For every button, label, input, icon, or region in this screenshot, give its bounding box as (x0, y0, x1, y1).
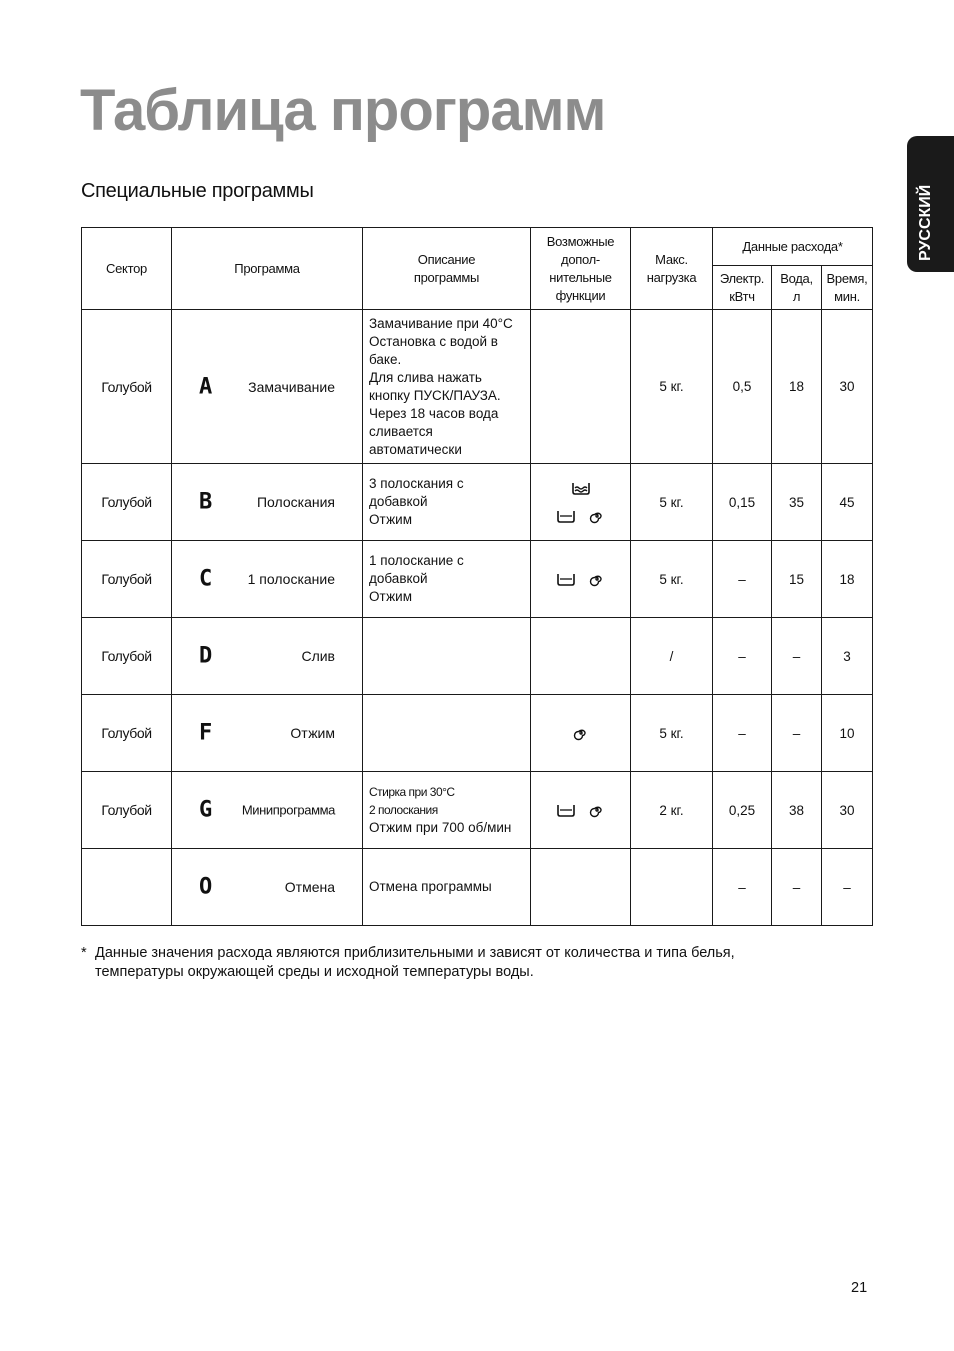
sector-cell: Голубой (82, 618, 172, 695)
time-cell: 3 (822, 618, 873, 695)
section-title: Специальные программы (81, 180, 314, 202)
sector-cell: Голубой (82, 310, 172, 464)
description-line: Через 18 часов вода (369, 405, 499, 421)
program-letter: D (199, 643, 213, 669)
electricity-cell: 0,15 (713, 464, 772, 541)
description-line: сливается (369, 423, 433, 439)
water-cell: 18 (772, 310, 822, 464)
header-functions-line: нительные (549, 269, 612, 285)
load-cell: 5 кг. (631, 541, 713, 618)
functions-cell (531, 849, 631, 926)
electricity-cell: – (713, 541, 772, 618)
water-cell: – (772, 849, 822, 926)
functions-cell (531, 464, 631, 541)
water-cell: 35 (772, 464, 822, 541)
table-row (82, 695, 873, 772)
sector-cell: Голубой (82, 464, 172, 541)
spin-icon (589, 571, 605, 587)
description-line: Замачивание при 40°С (369, 315, 513, 331)
load-cell: 2 кг. (631, 772, 713, 849)
functions-cell (531, 772, 631, 849)
functions-cell (531, 695, 631, 772)
time-cell: 18 (822, 541, 873, 618)
program-cell (172, 618, 363, 695)
electricity-cell: – (713, 695, 772, 772)
header-description-line: программы (413, 269, 480, 285)
description-cell (363, 618, 531, 695)
description-line: Отмена программы (369, 879, 492, 894)
header-water-line: Вода, (780, 270, 813, 286)
functions-cell (531, 618, 631, 695)
footnote-line (81, 944, 841, 963)
water-cell: – (772, 618, 822, 695)
time-cell: 30 (822, 772, 873, 849)
header-time (822, 266, 873, 310)
description-line: автоматически (369, 441, 462, 457)
extra-rinse-icon (571, 480, 591, 496)
functions-cell (531, 541, 631, 618)
sector-cell: Голубой (82, 695, 172, 772)
description-line: добавкой (369, 571, 428, 586)
header-water (772, 266, 822, 310)
language-tab-label: РУССКИЙ (917, 184, 934, 261)
load-cell: 5 кг. (631, 464, 713, 541)
program-name: Слив (301, 648, 335, 664)
header-description-line: Описание (417, 251, 476, 267)
program-cell (172, 310, 363, 464)
electricity-cell: 0,25 (713, 772, 772, 849)
program-cell (172, 849, 363, 926)
description-line: Отжим (369, 512, 412, 527)
spin-icon (589, 802, 605, 818)
sector-cell (82, 849, 172, 926)
header-program: Программа (172, 228, 363, 310)
table-row (82, 618, 873, 695)
footnote-text: Данные значения расхода являются приблизительными и зависят от количества и типа белья, (95, 945, 735, 961)
description-line: Отжим (369, 589, 412, 604)
time-cell: 10 (822, 695, 873, 772)
description-line: Остановка с водой в (369, 333, 498, 349)
page-number: 21 (851, 1280, 868, 1296)
header-functions (531, 228, 631, 310)
load-cell: / (631, 618, 713, 695)
description-cell (363, 772, 531, 849)
header-sector: Сектор (82, 228, 172, 310)
description-line: Для слива нажать (369, 369, 482, 385)
sector-cell: Голубой (82, 541, 172, 618)
description-line: Стирка при 30°С (369, 785, 455, 799)
footnote (81, 944, 841, 982)
program-letter: B (199, 489, 213, 515)
spin-icon (573, 725, 589, 741)
description-line: 2 полоскания (369, 803, 438, 817)
program-letter: A (199, 374, 213, 399)
header-description (363, 228, 531, 310)
language-tab (907, 136, 954, 272)
header-time-line: Время, (826, 270, 868, 286)
header-water-line: л (792, 288, 801, 304)
sector-cell: Голубой (82, 772, 172, 849)
table-row (82, 464, 873, 541)
program-cell (172, 772, 363, 849)
program-letter: C (199, 566, 213, 592)
water-cell: 15 (772, 541, 822, 618)
program-cell (172, 541, 363, 618)
water-cell: – (772, 695, 822, 772)
load-cell: 5 кг. (631, 695, 713, 772)
table-row (82, 849, 873, 926)
header-load-line: Макс. (655, 251, 688, 267)
load-cell (631, 849, 713, 926)
time-cell: – (822, 849, 873, 926)
electricity-cell: – (713, 618, 772, 695)
time-cell: 30 (822, 310, 873, 464)
header-functions-line: Возможные (546, 233, 615, 249)
functions-cell (531, 310, 631, 464)
spin-icon (589, 508, 605, 524)
footnote-line: температуры окружающей среды и исходной температуры воды. (95, 964, 534, 980)
description-line: добавкой (369, 494, 428, 509)
footnote-mark: * (81, 945, 87, 961)
header-time-line: мин. (834, 288, 860, 304)
description-line: 1 полоскание с (369, 553, 464, 568)
program-letter: F (199, 720, 213, 746)
rinse-hold-icon (556, 802, 576, 818)
page-title: Таблица программ (80, 78, 606, 143)
program-name: Отжим (290, 725, 335, 741)
time-cell: 45 (822, 464, 873, 541)
program-name: Минипрограмма (241, 802, 335, 818)
description-cell (363, 541, 531, 618)
header-max-load (631, 228, 713, 310)
description-cell (363, 310, 531, 464)
program-letter: O (199, 874, 213, 900)
description-line: 3 полоскания с (369, 476, 464, 491)
description-line: кнопку ПУСК/ПАУЗА. (369, 387, 501, 403)
program-name: Отмена (284, 879, 335, 895)
description-cell (363, 849, 531, 926)
rinse-hold-icon (556, 571, 576, 587)
description-line: баке. (369, 351, 402, 367)
electricity-cell: 0,5 (713, 310, 772, 464)
table-row (82, 772, 873, 849)
description-line: Отжим при 700 об/мин (369, 820, 512, 835)
program-cell (172, 464, 363, 541)
header-electricity-line: кВтч (729, 288, 755, 304)
load-cell: 5 кг. (631, 310, 713, 464)
program-table (81, 227, 873, 926)
program-letter: G (199, 797, 213, 823)
header-functions-line: функции (555, 287, 606, 303)
water-cell: 38 (772, 772, 822, 849)
program-name: 1 полоскание (247, 571, 335, 587)
description-cell (363, 464, 531, 541)
description-cell (363, 695, 531, 772)
header-electricity (713, 266, 772, 310)
header-consumption: Данные расхода* (713, 228, 873, 266)
program-name: Замачивание (248, 378, 335, 395)
header-load-line: нагрузка (646, 269, 697, 285)
rinse-hold-icon (556, 508, 576, 524)
table-row (82, 310, 873, 464)
program-cell (172, 695, 363, 772)
electricity-cell: – (713, 849, 772, 926)
program-name: Полоскания (256, 494, 335, 510)
header-electricity-line: Электр. (719, 270, 765, 286)
header-functions-line: допол- (561, 251, 600, 267)
table-row (82, 541, 873, 618)
